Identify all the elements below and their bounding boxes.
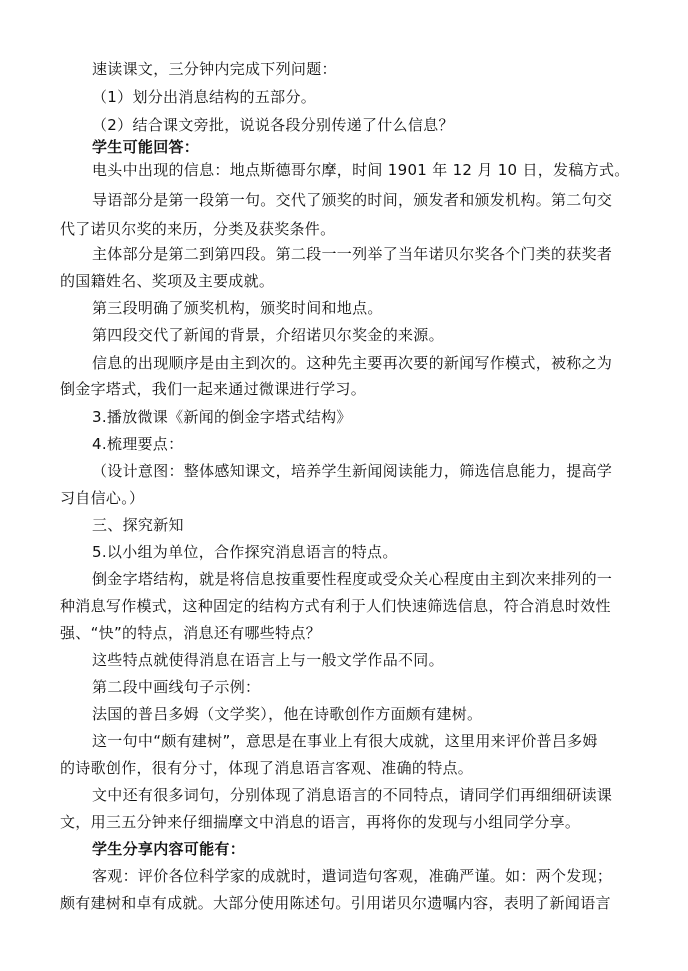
text-line: 的诗歌创作，很有分寸，体现了消息语言客观、准确的特点。 <box>60 759 474 777</box>
text-line: 颇有建树和卓有成就。大部分使用陈述句。引用诺贝尔遗嘱内容，表明了新闻语言 <box>60 894 611 912</box>
text-line: 3.播放微课《新闻的倒金字塔式结构》 <box>92 408 352 426</box>
text-line: 文中还有很多词句，分别体现了消息语言的不同特点，请同学们再细细研读课 <box>92 786 613 804</box>
question-item: （2）结合课文旁批，说说各段分别传递了什么信息？ <box>92 116 454 134</box>
text-line: 第二段中画线句子示例： <box>92 678 261 696</box>
text-line: 第四段交代了新闻的背景，介绍诺贝尔奖金的来源。 <box>92 326 444 344</box>
text-line: 强、“快”的特点，消息还有哪些特点？ <box>60 624 321 642</box>
text-line: 倒金字塔式，我们一起来通过微课进行学习。 <box>60 380 367 398</box>
text-line: 信息的出现顺序是由主到次的。这种先主要再次要的新闻写作模式，被称之为 <box>92 354 613 372</box>
text-line: 导语部分是第一段第一句。交代了颁奖的时间，颁发者和颁发机构。第二句交 <box>92 191 613 209</box>
section-label: 学生分享内容可能有： <box>92 840 246 858</box>
text-line: 第三段明确了颁奖机构，颁奖时间和地点。 <box>92 299 383 317</box>
text-line: 文，用三五分钟来仔细揣摩文中消息的语言，再将你的发现与小组同学分享。 <box>60 813 581 831</box>
text-line: 电头中出现的信息：地点斯德哥尔摩，时间 1901 年 12 月 10 日，发稿方式。 <box>92 161 630 179</box>
text-line: 速读课文，三分钟内完成下列问题： <box>92 60 337 78</box>
text-line: 这些特点就使得消息在语言上与一般文学作品不同。 <box>92 651 444 669</box>
text-line: 主体部分是第二到第四段。第二段一一列举了当年诺贝尔奖各个门类的获奖者 <box>92 245 613 263</box>
text-line: 5.以小组为单位，合作探究消息语言的特点。 <box>92 543 398 561</box>
text-line: 法国的普吕多姆（文学奖），他在诗歌创作方面颇有建树。 <box>92 705 483 723</box>
text-line: 代了诺贝尔奖的来历，分类及获奖条件。 <box>60 220 336 238</box>
text-line: 这一句中“颇有建树”，意思是在事业上有很大成就，这里用来评价普吕多姆 <box>92 732 598 750</box>
section-label: 学生可能回答： <box>92 138 200 156</box>
text-line: 4.梳理要点： <box>92 435 184 453</box>
section-heading: 三、探究新知 <box>92 516 184 534</box>
text-line: 种消息写作模式，这种固定的结构方式有利于人们快速筛选信息，符合消息时效性 <box>60 597 611 615</box>
text-line: 的国籍姓名、奖项及主要成就。 <box>60 272 275 290</box>
design-note: 习自信心。） <box>60 489 145 507</box>
text-line: 倒金字塔结构，就是将信息按重要性程度或受众关心程度由主到次来排列的一 <box>92 570 613 588</box>
text-line: 客观：评价各位科学家的成就时，遣词造句客观，准确严谨。如：两个发现； <box>92 867 613 885</box>
design-note: （设计意图：整体感知课文，培养学生新闻阅读能力，筛选信息能力，提高学 <box>92 462 613 480</box>
question-item: （1）划分出消息结构的五部分。 <box>92 88 317 106</box>
